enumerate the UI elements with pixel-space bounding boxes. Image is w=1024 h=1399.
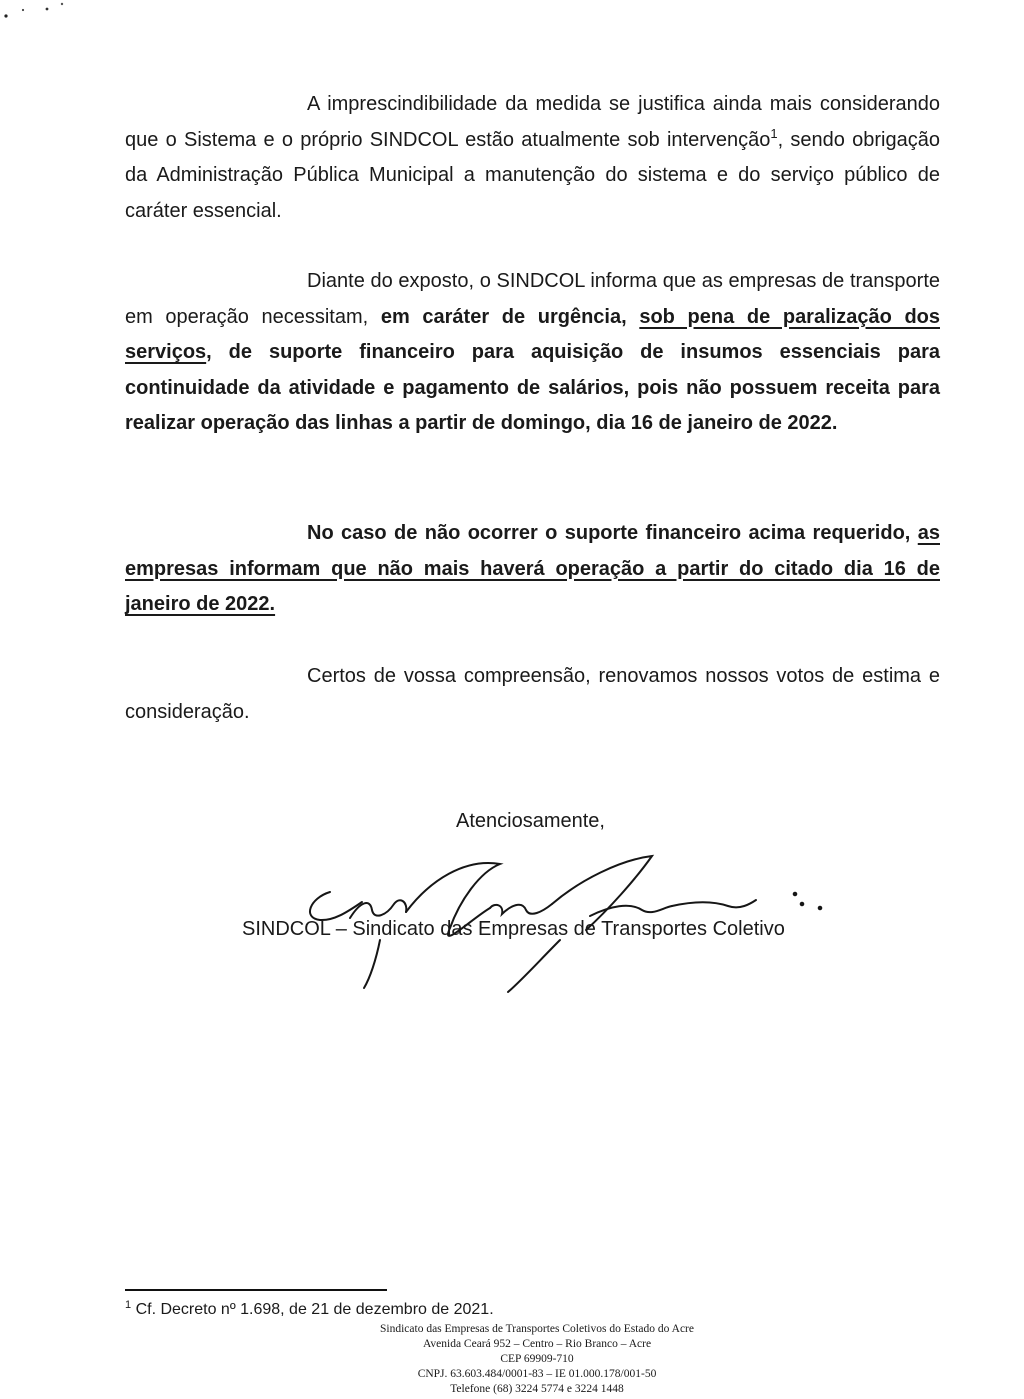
footnote-reference: 1 bbox=[770, 125, 778, 141]
paragraph-intervention bbox=[125, 87, 940, 229]
space bbox=[627, 306, 640, 328]
paragraph-regards: Certos de vossa compreensão, renovamos nossos votos de estima e consideração. bbox=[125, 665, 940, 723]
footnote bbox=[125, 1301, 494, 1319]
paragraph-3-bold-text: No caso de não ocorrer o suporte financeiro acima requerido, bbox=[307, 522, 918, 544]
closing-salutation: Atenciosamente, bbox=[456, 810, 605, 832]
paragraph-1-text-continued: , sendo obrigação da Administração Pública Municipal a manutenção do sistema e do serviço público de caráter essencial. bbox=[125, 128, 940, 222]
letterhead-footer bbox=[337, 1322, 737, 1397]
penalty-phrase: sob pena de paralização dos serviços bbox=[125, 305, 940, 363]
scan-specks bbox=[0, 0, 90, 20]
paragraph-2-bold-text: , de suporte financeiro para aquisição de insumos essenciais para continuidade da atividade e pagamento de salários, pois não possuem receita para realizar operação das linhas a partir de domingo, dia 16 de janeiro de 2022. bbox=[125, 341, 940, 434]
footnote-divider bbox=[125, 1289, 387, 1291]
footer-tax-ids: CNPJ. 63.603.484/0001-83 – IE 01.000.178/001-50 bbox=[417, 1368, 657, 1380]
footnote-marker: 1 bbox=[125, 1299, 132, 1311]
urgency-phrase: em caráter de urgência, bbox=[380, 305, 627, 328]
paragraph-warning bbox=[125, 516, 940, 623]
paragraph-2-text: Diante do exposto, o SINDCOL informa que as empresas de transporte em operação necessitam, bbox=[125, 270, 940, 328]
footer-postal-code: CEP 69909-710 bbox=[500, 1353, 574, 1365]
signatory-name: SINDCOL – Sindicato das Empresas de Transportes Coletivo bbox=[242, 918, 785, 940]
paragraph-3-underlined-text: as empresas informam que não mais haverá operação a partir do citado dia 16 de janeiro de 2022. bbox=[125, 522, 940, 615]
paragraph-1-text: A imprescindibilidade da medida se justifica ainda mais considerando que o Sistema e o próprio SINDCOL estão atualmente sob intervenção bbox=[125, 93, 940, 151]
handwritten-signature bbox=[290, 850, 850, 1000]
paragraph-request bbox=[125, 264, 940, 442]
footer-address: Avenida Ceará 952 – Centro – Rio Branco – Acre bbox=[422, 1338, 652, 1350]
footer-organization: Sindicato das Empresas de Transportes Coletivos do Estado do Acre bbox=[380, 1323, 694, 1335]
footer-phone: Telefone (68) 3224 5774 e 3224 1448 bbox=[450, 1383, 624, 1395]
footnote-text: Cf. Decreto nº 1.698, de 21 de dezembro de 2021. bbox=[131, 1301, 494, 1318]
